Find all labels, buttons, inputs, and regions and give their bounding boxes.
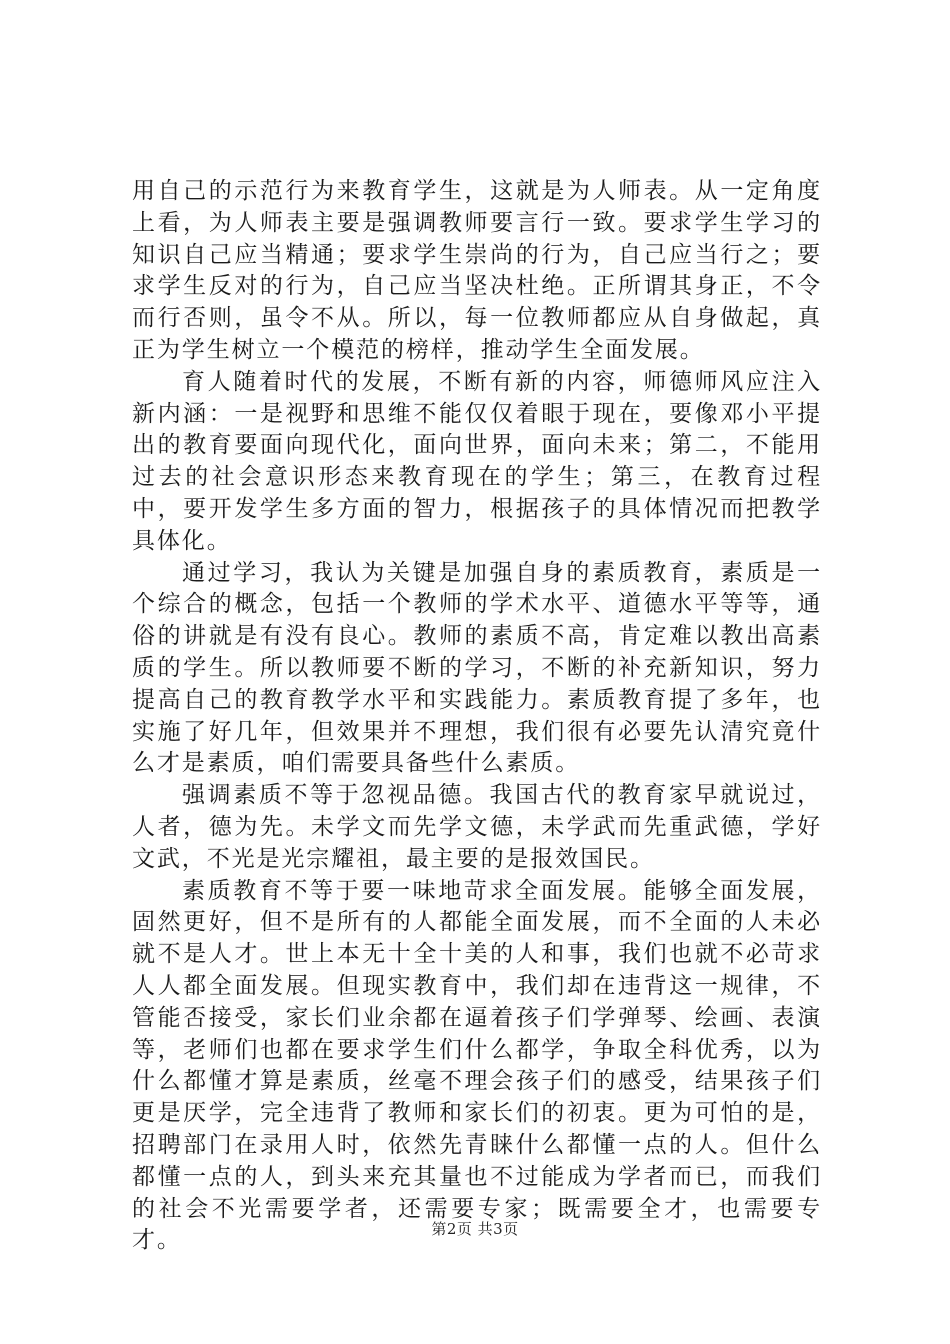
paragraph: 用自己的示范行为来教育学生，这就是为人师表。从一定角度上看，为人师表主要是强调教师要言行一致。要求学生学习的知识自己应当精通；要求学生崇尚的行为，自己应当行之；要求学生反对的行为，自己应当坚决杜绝。正所谓其身正，不令而行否则，虽令不从。所以，每一位教师都应从自身做起，真正为学生树立一个模范的榜样，推动学生全面发展。 — [132, 178, 822, 363]
paragraph: 素质教育不等于要一味地苛求全面发展。能够全面发展，固然更好，但不是所有的人都能全面发展，而不全面的人未必就不是人才。世上本无十全十美的人和事，我们也就不必苛求人人都全面发展。但现实教育中，我们却在违背这一规律，不管能否接受，家长们业余都在逼着孩子们学弹琴、绘画、表演等，老师们也都在要求学生们什么都学，争取全科优秀，以为什么都懂才算是素质，丝毫不理会孩子们的感受，结果孩子们更是厌学，完全违背了教师和家长们的初衷。更为可怕的是，招聘部门在录用人时，依然先青睐什么都懂一点的人。但什么都懂一点的人，到头来充其量也不过能成为学者而已，而我们的社会不光需要学者，还需要专家；既需要全才，也需要专才。 — [132, 877, 822, 1254]
page-number-footer: 第2页 共3页 — [431, 1220, 519, 1238]
paragraph: 育人随着时代的发展，不断有新的内容，师德师风应注入新内涵：一是视野和思维不能仅仅着眼于现在，要像邓小平提出的教育要面向现代化，面向世界，面向未来；第二，不能用过去的社会意识形态来教育现在的学生；第三，在教育过程中，要开发学生多方面的智力，根据孩子的具体情况而把教学具体化。 — [132, 368, 822, 554]
paragraph: 通过学习，我认为关键是加强自身的素质教育，素质是一个综合的概念，包括一个教师的学术水平、道德水平等等，通俗的讲就是有没有良心。教师的素质不高，肯定难以教出高素质的学生。所以教师要不断的学习，不断的补充新知识，努力提高自己的教育教学水平和实践能力。素质教育提了多年，也实施了好几年，但效果并不理想，我们很有必要先认清究竟什么才是素质，咱们需要具备些什么素质。 — [132, 559, 822, 777]
document-body — [132, 176, 822, 1257]
paragraph: 强调素质不等于忽视品德。我国古代的教育家早就说过，人者，德为先。未学文而先学文德，未学武而先重武德，学好文武，不光是光宗耀祖，最主要的是报效国民。 — [132, 782, 822, 872]
